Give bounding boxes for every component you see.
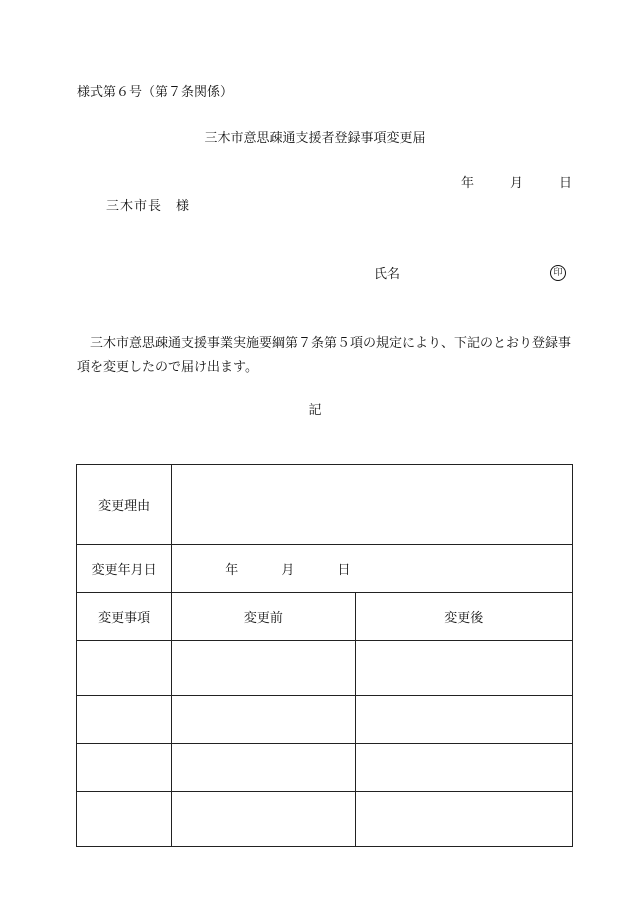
change-form-table [76,464,573,847]
after-cell[interactable] [355,792,572,847]
table-row [77,744,573,792]
change-date-label: 変更年月日 [77,545,172,593]
table-row [77,641,573,696]
table-row [77,696,573,744]
after-cell[interactable] [355,696,572,744]
ki-heading: 記 [308,403,322,418]
document-title: 三木市意思疎通支援者登録事項変更届 [204,131,426,146]
before-cell[interactable] [172,696,355,744]
item-cell[interactable] [77,696,172,744]
reason-label: 変更理由 [77,465,172,545]
reason-field[interactable] [172,465,573,545]
change-date-day: 日 [337,563,351,578]
table-header-row [77,593,573,641]
item-cell[interactable] [77,792,172,847]
after-header: 変更後 [355,593,572,641]
date-month-label: 月 [510,176,524,191]
change-date-month: 月 [281,563,295,578]
before-cell[interactable] [172,744,355,792]
applicant-name-label: 氏名 [374,267,401,282]
item-header: 変更事項 [77,593,172,641]
form-number: 様式第６号（第７条関係） [77,85,234,100]
after-cell[interactable] [355,744,572,792]
date-day-label: 日 [559,176,573,191]
change-date-row [77,545,573,593]
item-cell[interactable] [77,744,172,792]
item-cell[interactable] [77,641,172,696]
seal-icon: 印 [550,265,566,281]
before-cell[interactable] [172,641,355,696]
addressee: 三木市長 様 [106,199,191,214]
before-cell[interactable] [172,792,355,847]
before-header: 変更前 [172,593,355,641]
after-cell[interactable] [355,641,572,696]
change-date-year: 年 [225,563,239,578]
date-year-label: 年 [461,176,475,191]
body-text: 三木市意思疎通支援事業実施要綱第７条第５項の規定により、下記のとおり登録事項を変更したので届け出ます。 [77,336,572,375]
change-date-field[interactable] [172,545,573,593]
table-row [77,792,573,847]
reason-row [77,465,573,545]
